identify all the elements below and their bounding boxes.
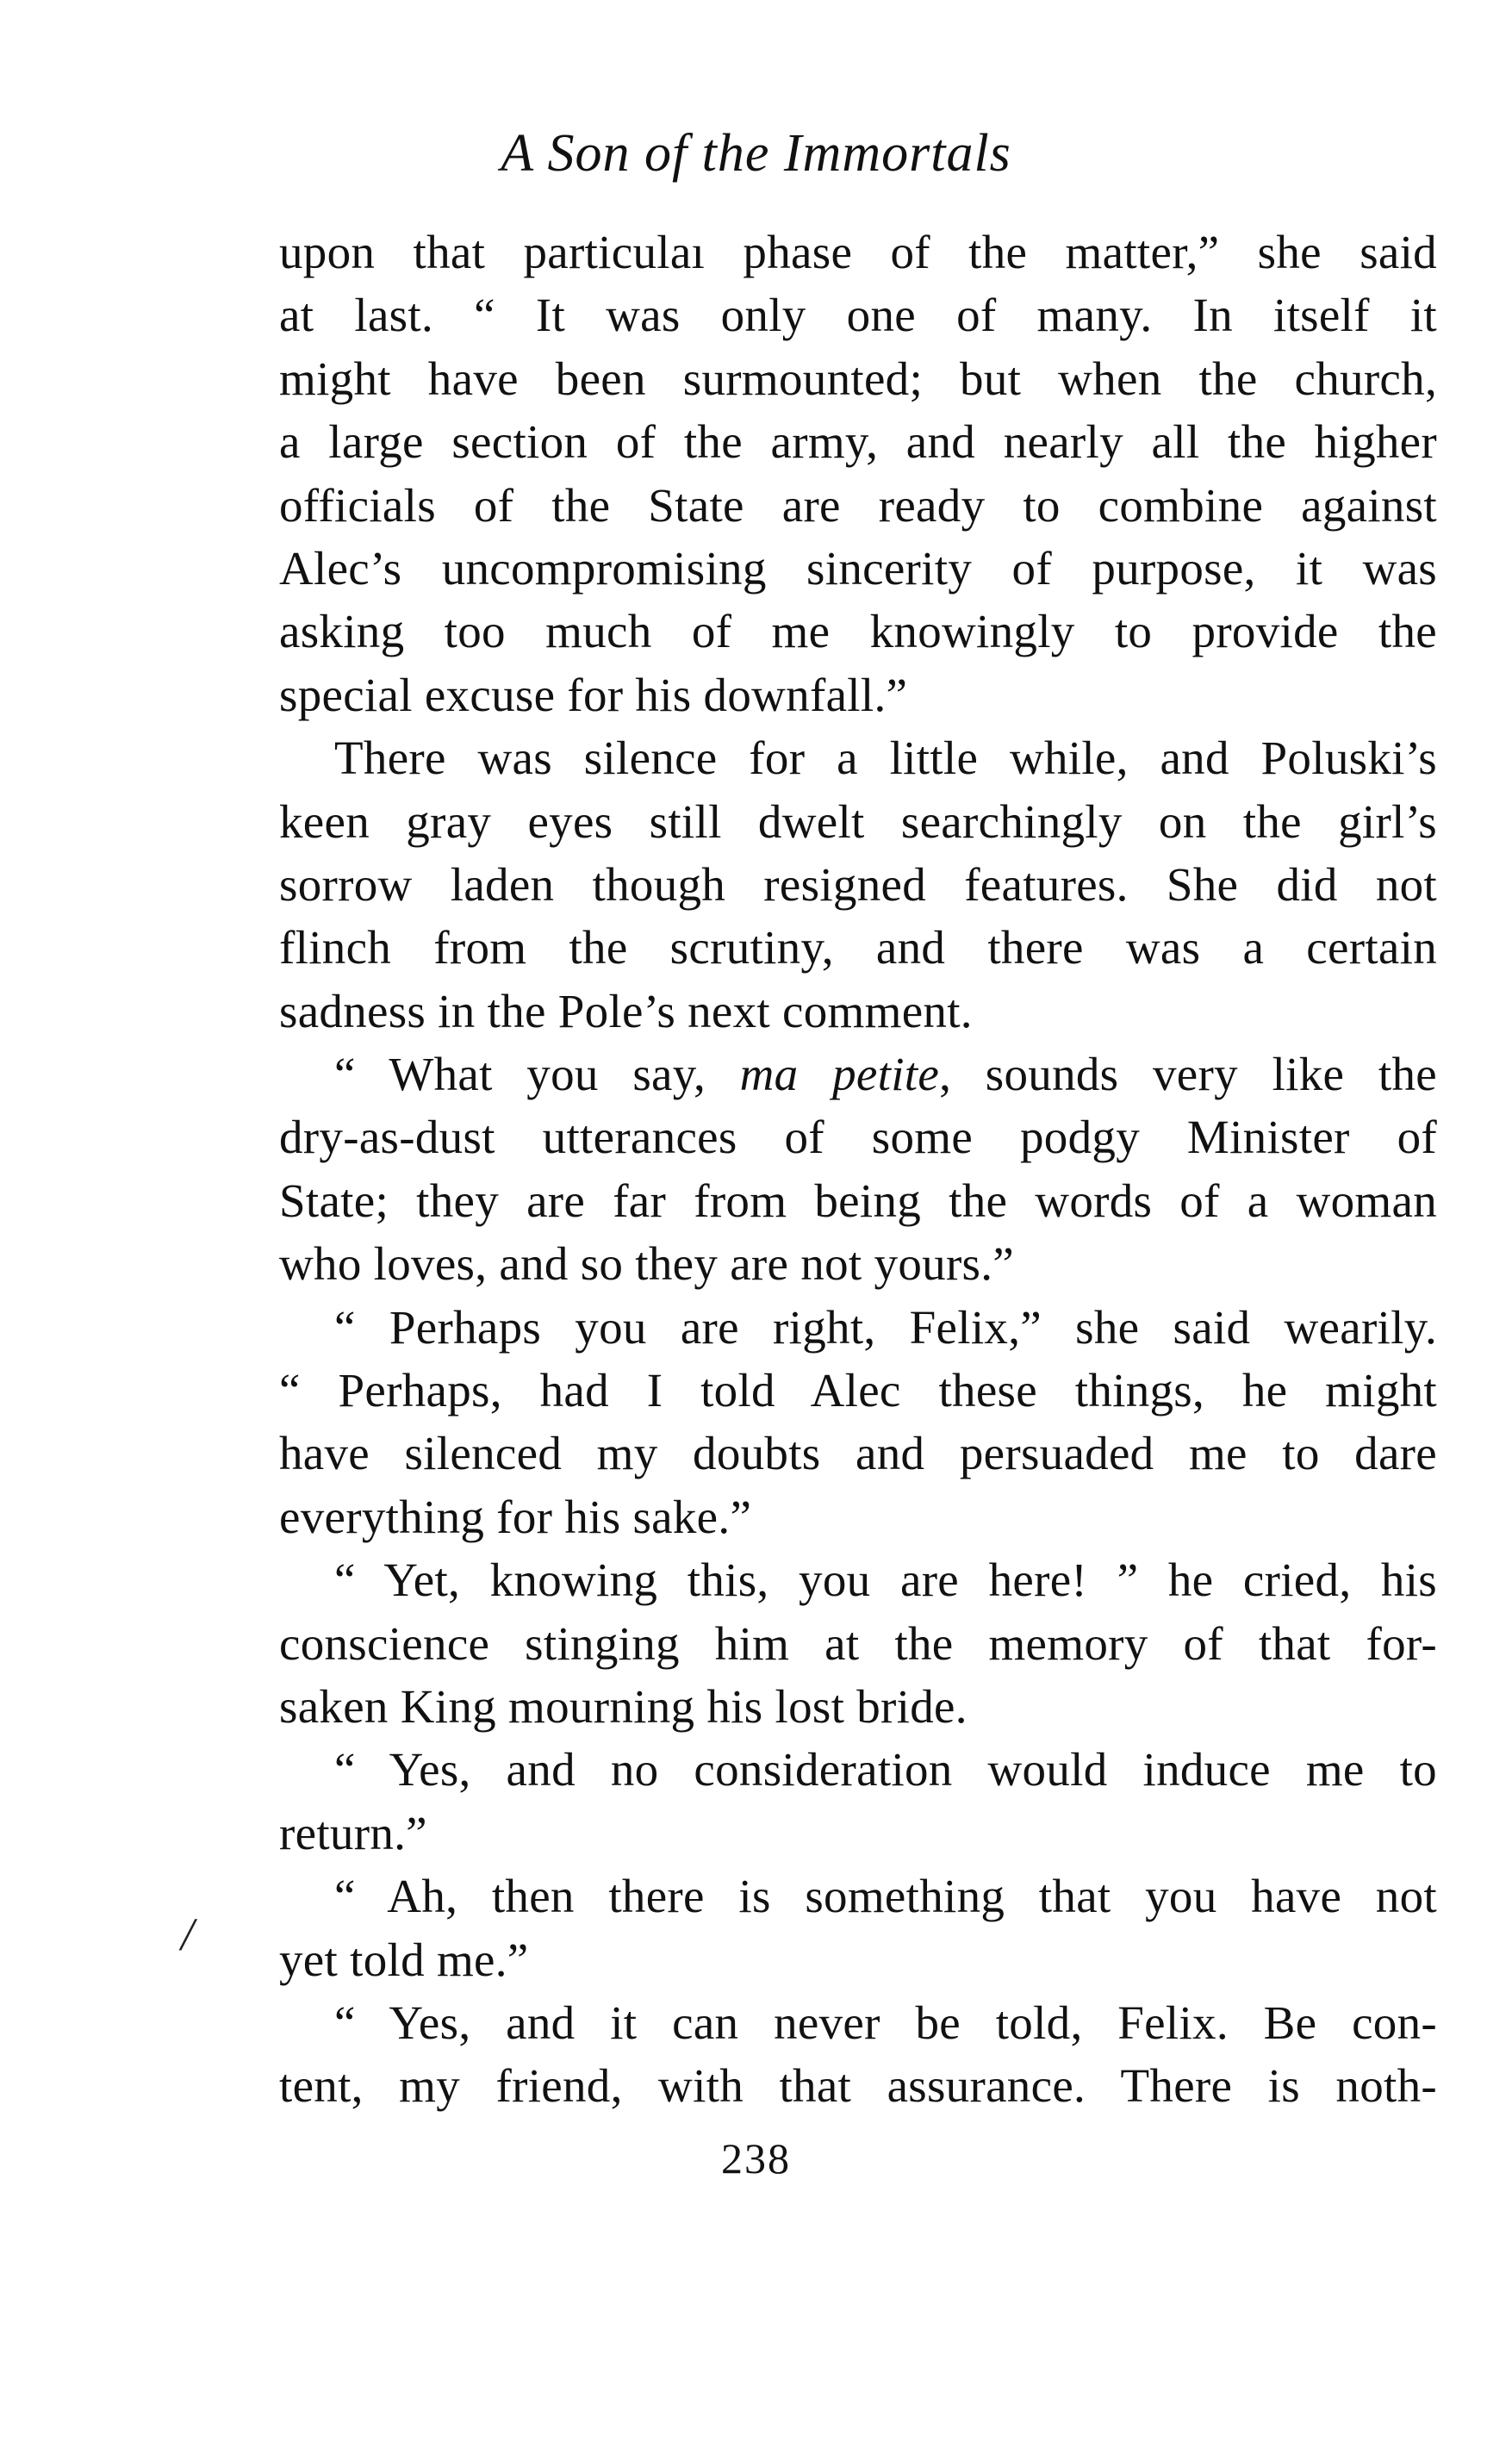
text-segment: sadness in the Pole’s next comment. <box>279 984 973 1037</box>
text-segment: “ What you say, <box>334 1048 740 1101</box>
text-line <box>279 1359 1437 1422</box>
text-segment: might have been surmounted; but when the church, <box>279 352 1437 405</box>
text-line <box>279 1548 1437 1611</box>
text-segment: “ Yes, and it can never be told, Felix. Be con- <box>334 1996 1437 2049</box>
running-head: A Son of the Immortals <box>501 124 1011 183</box>
text-segment: sorrow laden though resigned features. She did not <box>279 857 1437 911</box>
text-line <box>279 1991 1437 2054</box>
text-line <box>279 853 1437 916</box>
text-line <box>279 1865 1437 1927</box>
text-line <box>279 1422 1437 1485</box>
text-segment: a large section of the army, and nearly all the higher <box>279 415 1437 469</box>
text-line <box>279 283 1437 346</box>
text-segment: “ Yet, knowing this, you are here! ” he cried, his <box>334 1554 1437 1607</box>
text-line <box>279 663 1437 726</box>
text-segment: who loves, and so they are not yours.” <box>279 1237 1015 1291</box>
text-line <box>279 980 1437 1043</box>
text-segment: upon that particulaı phase of the matter,” she said <box>279 226 1437 278</box>
text-segment: , sounds very like the <box>939 1048 1437 1101</box>
text-line <box>279 726 1437 789</box>
text-segment: Alec’s uncompromising sincerity of purpose, it was <box>279 541 1437 595</box>
text-segment: tent, my friend, with that assurance. There is noth- <box>279 2059 1437 2113</box>
text-segment: asking too much of me knowingly to provide the <box>279 605 1437 658</box>
italic-phrase: ma petite <box>739 1048 940 1101</box>
text-line <box>279 916 1437 979</box>
text-segment: “ Perhaps, had I told Alec these things, he might <box>279 1364 1437 1417</box>
text-segment: special excuse for his downfall.” <box>279 668 908 721</box>
text-line <box>279 1802 1437 1865</box>
text-segment: State; they are far from being the words of a woman <box>279 1174 1437 1227</box>
text-segment: everything for his sake.” <box>279 1490 752 1543</box>
text-line <box>279 1232 1437 1295</box>
text-line <box>279 1169 1437 1232</box>
text-segment: “ Ah, then there is something that you have not <box>334 1870 1437 1923</box>
body-text <box>279 221 1437 2118</box>
text-line <box>279 1738 1437 1801</box>
text-line <box>279 1296 1437 1359</box>
text-line <box>279 1105 1437 1168</box>
text-segment: yet told me.” <box>279 1933 529 1986</box>
text-segment: dry-as-dust utterances of some podgy Minister of <box>279 1111 1437 1164</box>
text-segment: have silenced my doubts and persuaded me to dare <box>279 1427 1437 1480</box>
text-segment: “ Yes, and no consideration would induce me to <box>334 1743 1437 1796</box>
text-segment: officials of the State are ready to combine against <box>279 478 1437 532</box>
text-segment: flinch from the scrutiny, and there was a certain <box>279 921 1437 974</box>
text-line <box>279 1928 1437 1991</box>
text-segment: at last. “ It was only one of many. In itself it <box>279 289 1437 342</box>
text-line <box>279 1485 1437 1548</box>
text-line <box>279 347 1437 410</box>
text-line <box>279 2054 1437 2117</box>
text-segment: “ Perhaps you are right, Felix,” she said wearily. <box>334 1300 1437 1354</box>
text-segment: conscience stinging him at the memory of that for- <box>279 1616 1437 1670</box>
text-line <box>279 410 1437 473</box>
text-line <box>279 790 1437 853</box>
text-line <box>279 1043 1437 1105</box>
text-line <box>279 600 1437 663</box>
text-line <box>279 537 1437 600</box>
text-segment: return.” <box>279 1806 427 1859</box>
text-line <box>279 1675 1437 1738</box>
text-line <box>279 474 1437 537</box>
margin-pencil-mark: / <box>181 1908 195 1960</box>
text-line <box>279 221 1437 283</box>
text-line <box>279 1612 1437 1675</box>
text-segment: keen gray eyes still dwelt searchingly on the girl’s <box>279 794 1437 848</box>
text-segment: There was silence for a little while, and Poluski’s <box>334 732 1437 785</box>
text-segment: saken King mourning his lost bride. <box>279 1679 968 1733</box>
page-number: 238 <box>721 2134 791 2182</box>
